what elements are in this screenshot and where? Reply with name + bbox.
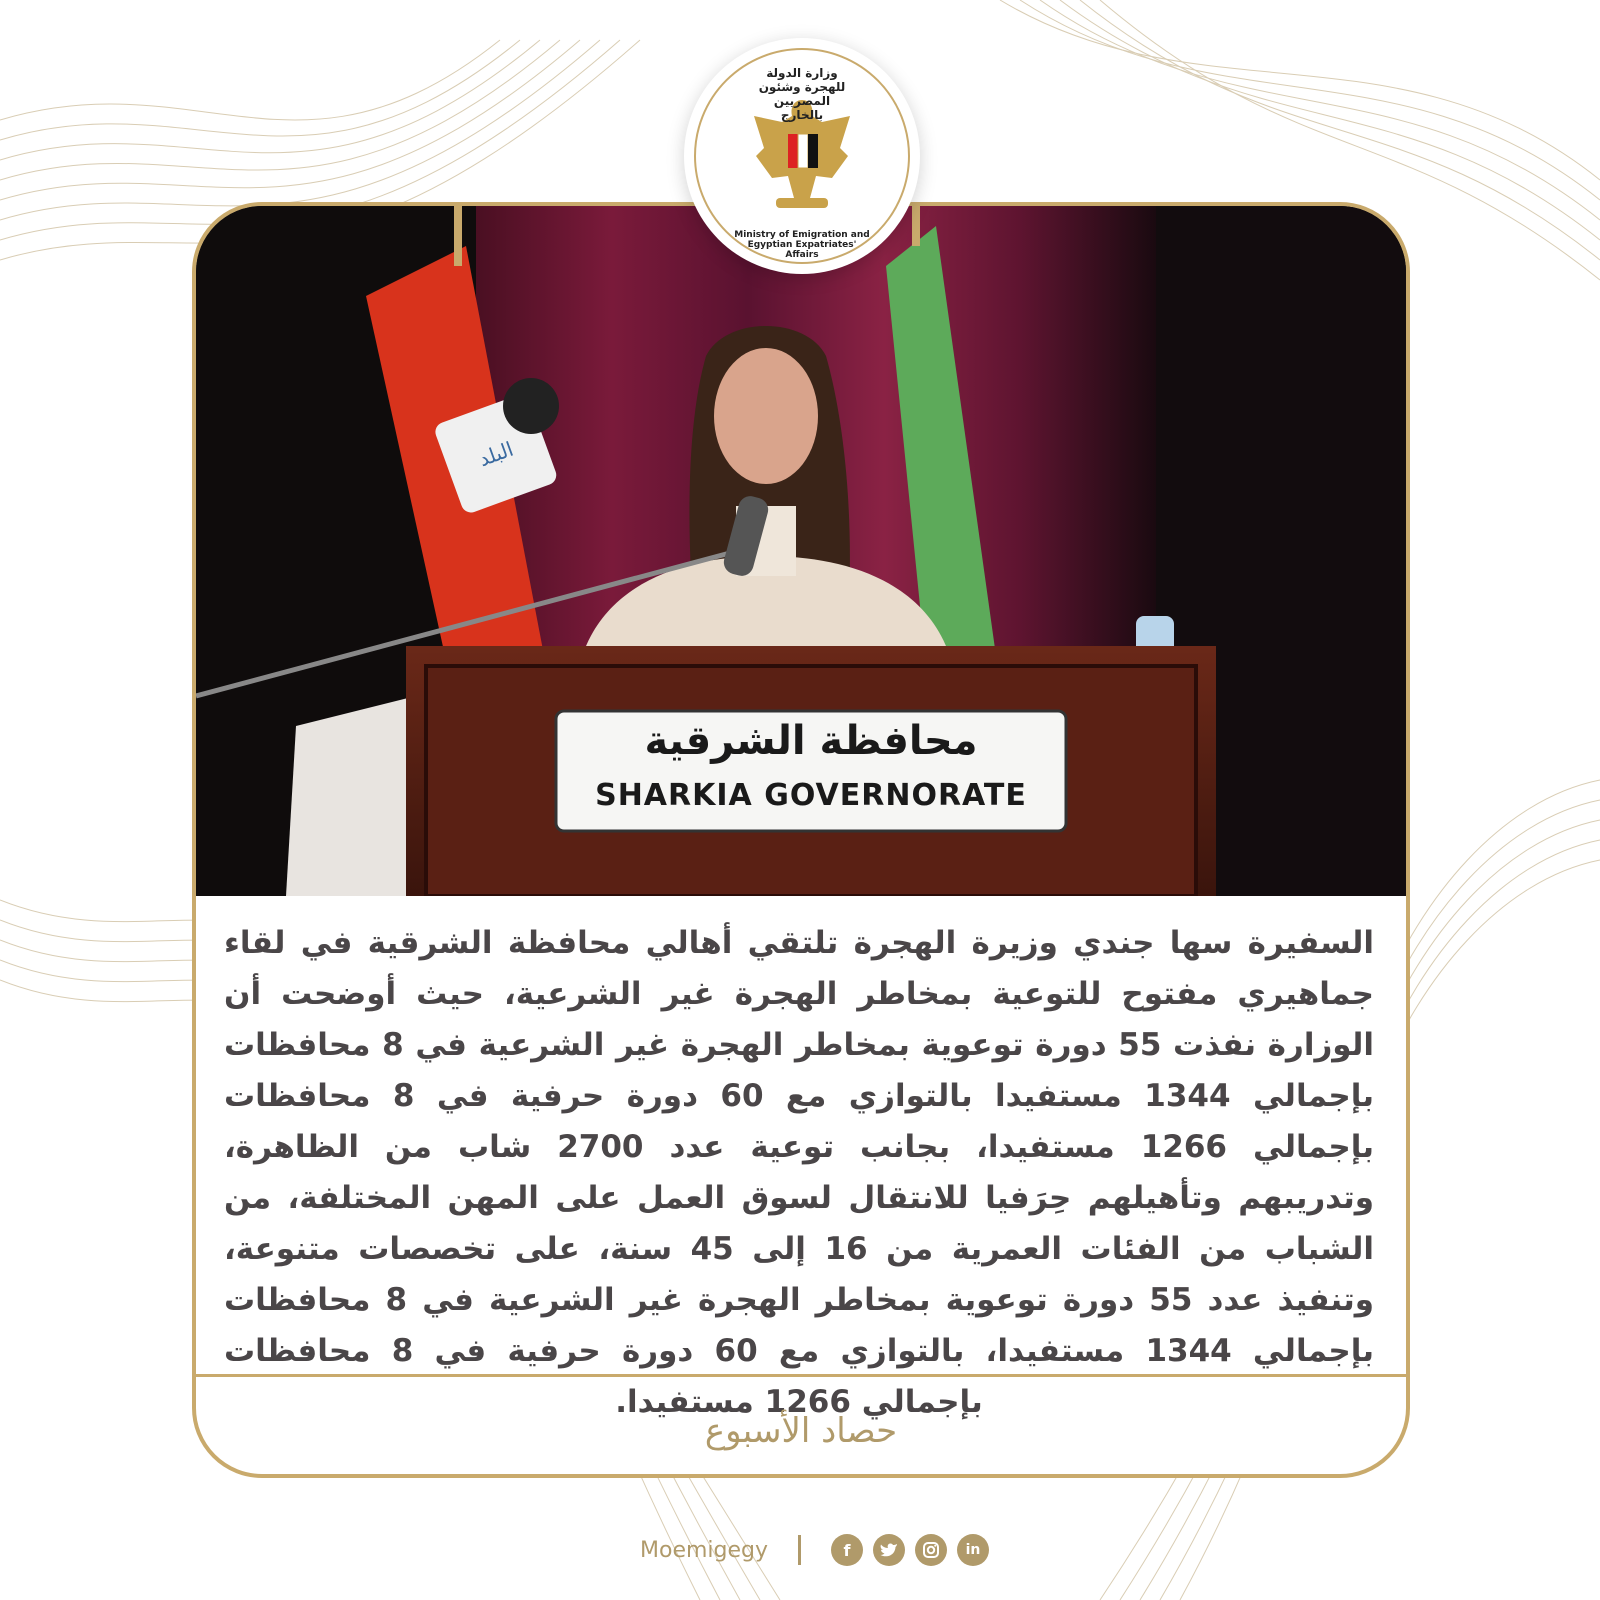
- logo-arabic-name: وزارة الدولة للهجرة وشئون المصريين بالخارج: [758, 66, 846, 122]
- logo-english-name: Ministry of Emigration and Egyptian Expatriates' Affairs: [734, 230, 870, 260]
- facebook-icon[interactable]: f: [831, 1534, 863, 1566]
- footer-title: حصاد الأسبوع: [704, 1411, 898, 1451]
- linkedin-icon[interactable]: in: [957, 1534, 989, 1566]
- podium-sign-arabic: محافظة الشرقية: [644, 718, 978, 764]
- event-photo: [196, 206, 1406, 896]
- podium-sign-english: SHARKIA GOVERNORATE: [595, 778, 1027, 813]
- mic-label: البلد: [475, 436, 517, 472]
- instagram-icon[interactable]: [915, 1534, 947, 1566]
- ministry-logo: [684, 38, 920, 274]
- social-separator: [798, 1535, 801, 1565]
- social-handle[interactable]: Moemigegy: [640, 1537, 769, 1563]
- twitter-icon[interactable]: [873, 1534, 905, 1566]
- post-card: [192, 202, 1410, 1478]
- post-body-text: السفيرة سها جندي وزيرة الهجرة تلتقي أهالي محافظة الشرقية في لقاء جماهيري مفتوح للتوعية بمخاطر الهجرة غير الشرعية، حيث أوضحت أن الوزارة نفذت 55 دورة توعوية بمخاطر الهجرة غير الشرعية في 8 محافظات بإجمالي 1344 مستفيدا بالتوازي مع 60 دورة حرفية في 8 محافظات بإجمالي 1266 مستفيدا، بجانب توعية عدد 2700 شاب من الظاهرة، وتدريبهم وتأهيلهم حِرَفيا للانتقال لسوق العمل على المهن المختلفة، من الشباب من الفئات العمرية من 16 إلى 45 سنة، على تخصصات متنوعة، وتنفيذ عدد 55 دورة توعوية بمخاطر الهجرة غير الشرعية في 8 محافظات بإجمالي 1344 مستفيدا، بالتوازي مع 60 دورة حرفية في 8 محافظات بإجمالي 1266 مستفيدا.: [224, 925, 1375, 1420]
- social-bar: [640, 1528, 999, 1572]
- divider: [196, 1374, 1406, 1377]
